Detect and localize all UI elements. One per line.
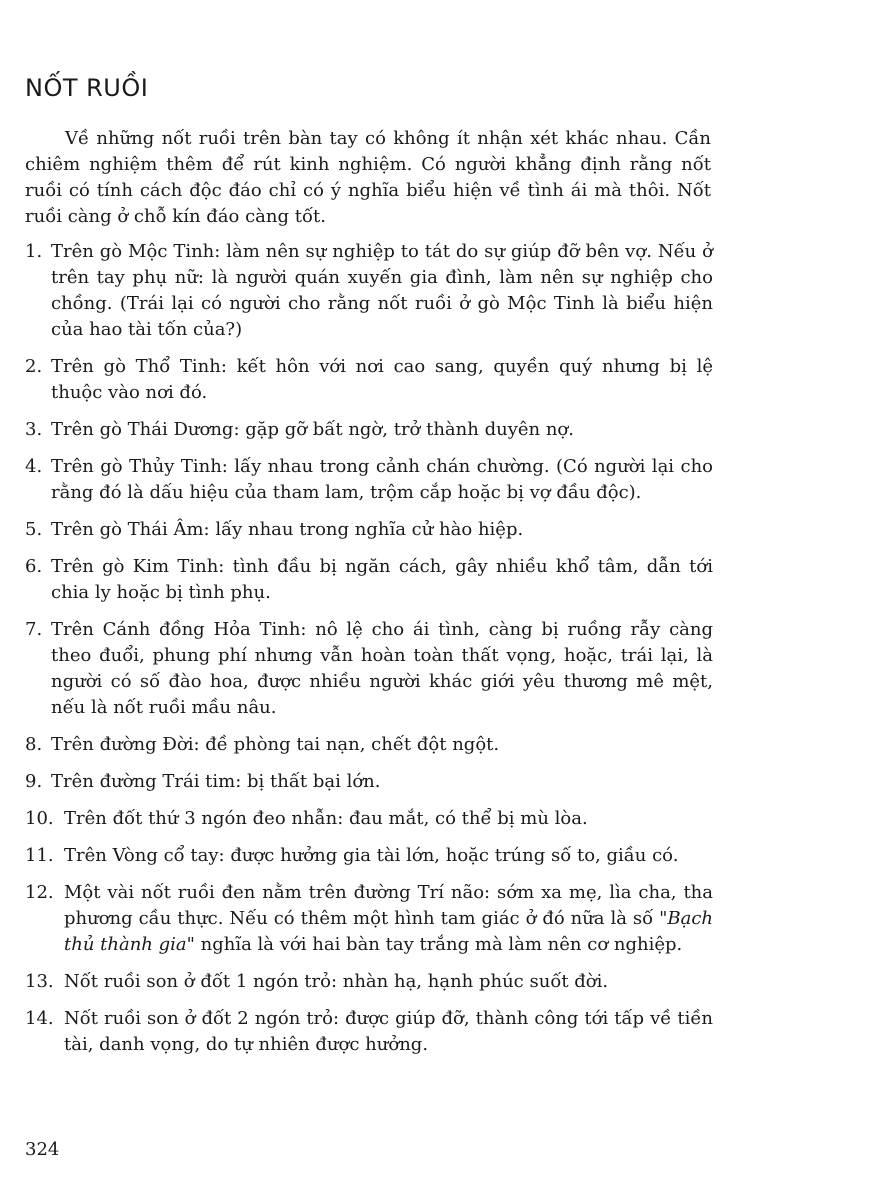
item-number: 8. xyxy=(25,734,43,755)
list-item xyxy=(25,517,713,543)
list-item xyxy=(25,1006,713,1058)
list-item xyxy=(25,239,713,343)
section-heading: NỐT RUỒI xyxy=(25,74,149,102)
intro-paragraph: Về những nốt ruồi trên bàn tay có không ít nhận xét khác nhau. Cần chiêm nghiệm thêm để rút kinh nghiệm. Có người khẳng định rằng nốt ruồi có tính cách độc đáo chỉ có ý nghĩa biểu hiện về tình ái mà thôi. Nốt ruồi càng ở chỗ kín đáo càng tốt. xyxy=(25,128,711,227)
item-text-italic: "Bạch thủ thành gia" xyxy=(64,908,713,955)
list-item xyxy=(25,454,713,506)
item-number: 11. xyxy=(25,845,54,866)
item-text: Trên gò Thái Âm: lấy nhau trong nghĩa cử hào hiệp. xyxy=(51,519,524,540)
list-item xyxy=(25,732,713,758)
item-number: 14. xyxy=(25,1008,54,1029)
item-number: 12. xyxy=(25,882,54,903)
numbered-list xyxy=(25,239,713,1069)
item-text: Trên Cánh đồng Hỏa Tinh: nô lệ cho ái tình, càng bị ruồng rẫy càng theo đuổi, phung phí nhưng vẫn hoàn toàn thất vọng, hoặc, trái lại, là người có số đào hoa, được nhiều người khác giới yêu thương mê mệt, nếu là nốt ruồi mầu nâu. xyxy=(51,619,713,718)
item-number: 1. xyxy=(25,241,43,262)
item-number: 7. xyxy=(25,619,43,640)
item-text: Nốt ruồi son ở đốt 2 ngón trỏ: được giúp đỡ, thành công tới tấp về tiền tài, danh vọng, do tự nhiên được hưởng. xyxy=(64,1008,713,1055)
item-text: Trên đường Đời: đề phòng tai nạn, chết đột ngột. xyxy=(51,734,500,755)
list-item xyxy=(25,769,713,795)
list-item xyxy=(25,417,713,443)
list-item xyxy=(25,969,713,995)
item-text: Trên gò Mộc Tinh: làm nên sự nghiệp to tát do sự giúp đỡ bên vợ. Nếu ở trên tay phụ nữ: là người quán xuyến gia đình, làm nên sự nghiệp cho chồng. (Trái lại có người cho rằng nốt ruồi ở gò Mộc Tinh là biểu hiện của hao tài tốn của?) xyxy=(51,241,713,340)
item-text: Trên gò Kim Tinh: tình đầu bị ngăn cách, gây nhiều khổ tâm, dẫn tới chia ly hoặc bị tình phụ. xyxy=(51,556,713,603)
list-item xyxy=(25,554,713,606)
list-item xyxy=(25,880,713,958)
item-number: 4. xyxy=(25,456,43,477)
item-number: 5. xyxy=(25,519,43,540)
item-number: 6. xyxy=(25,556,43,577)
list-item xyxy=(25,806,713,832)
item-text: Trên gò Thổ Tinh: kết hôn với nơi cao sang, quyền quý nhưng bị lệ thuộc vào nơi đó. xyxy=(51,356,713,403)
item-text: Trên gò Thái Dương: gặp gỡ bất ngờ, trở thành duyên nợ. xyxy=(51,419,574,440)
item-number: 10. xyxy=(25,808,54,829)
item-text-start: Một vài nốt ruồi đen nằm trên đường Trí não: sớm xa mẹ, lìa cha, tha phương cầu thực. Nếu có thêm một hình tam giác ở đó nữa là số xyxy=(64,882,713,929)
list-item xyxy=(25,354,713,406)
item-text-end: nghĩa là với hai bàn tay trắng mà làm nên cơ nghiệp. xyxy=(194,934,683,955)
item-text: Trên đường Trái tim: bị thất bại lớn. xyxy=(51,771,381,792)
item-text xyxy=(64,882,713,955)
item-text: Trên gò Thủy Tinh: lấy nhau trong cảnh chán chường. (Có người lại cho rằng đó là dấu hiệu của tham lam, trộm cắp hoặc bị vợ đầu độc). xyxy=(51,456,713,503)
item-number: 3. xyxy=(25,419,43,440)
page-number: 324 xyxy=(25,1139,60,1160)
list-item xyxy=(25,843,713,869)
item-number: 9. xyxy=(25,771,43,792)
item-number: 13. xyxy=(25,971,54,992)
item-text: Trên Vòng cổ tay: được hưởng gia tài lớn, hoặc trúng số to, giầu có. xyxy=(64,845,679,866)
list-item xyxy=(25,617,713,721)
item-number: 2. xyxy=(25,356,43,377)
item-text: Nốt ruồi son ở đốt 1 ngón trỏ: nhàn hạ, hạnh phúc suốt đời. xyxy=(64,971,609,992)
item-text: Trên đốt thứ 3 ngón đeo nhẫn: đau mắt, có thể bị mù lòa. xyxy=(64,808,588,829)
